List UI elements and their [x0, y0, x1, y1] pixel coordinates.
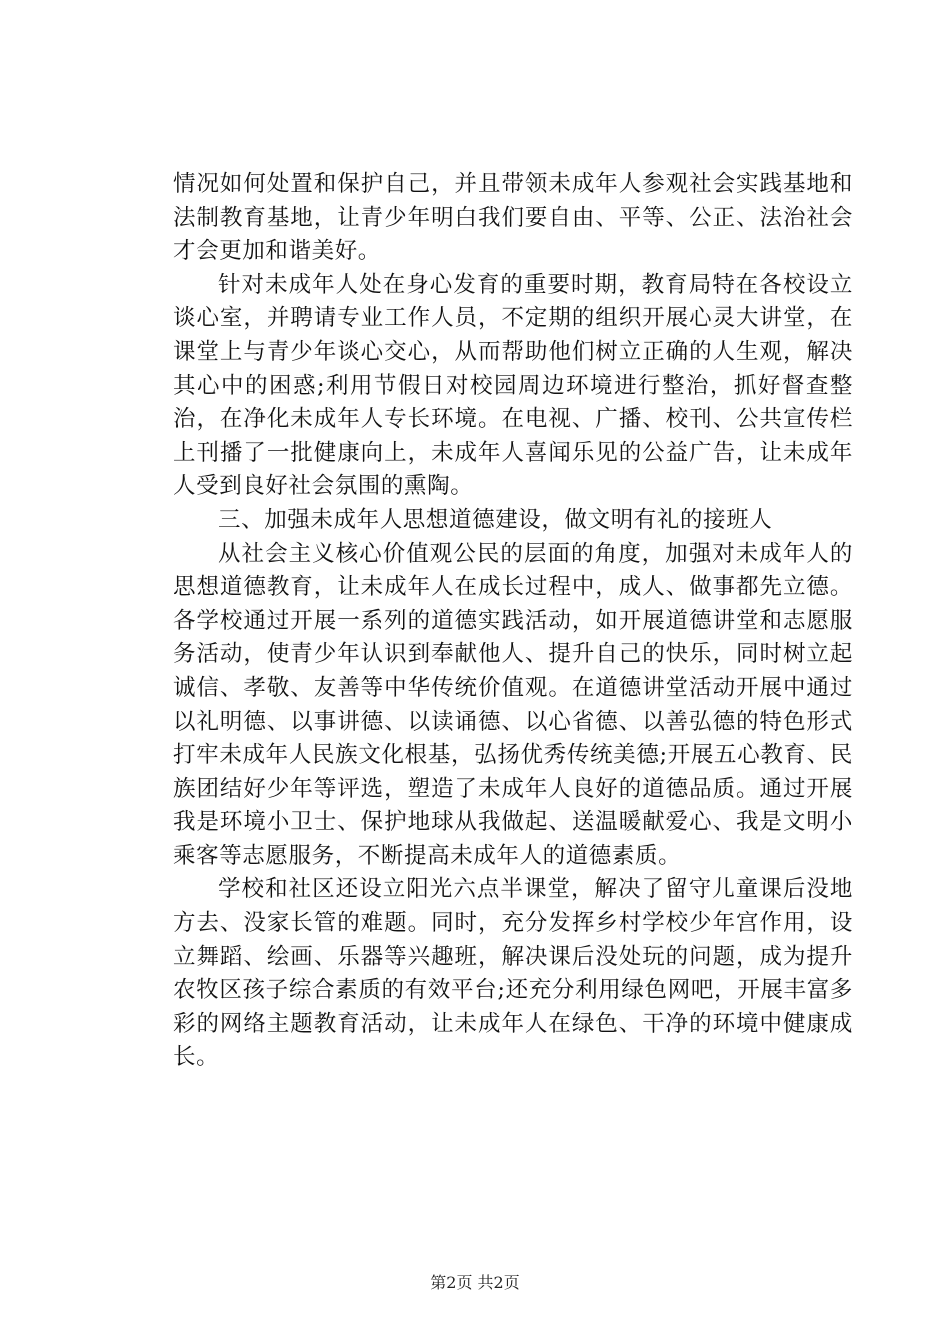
document-body — [173, 168, 853, 1075]
paragraph-2: 针对未成年人处在身心发育的重要时期，教育局特在各校设立谈心室，并聘请专业工作人员，不定期的组织开展心灵大讲堂，在课堂上与青少年谈心交心，从而帮助他们树立正确的人生观，解决其心中的困惑;利用节假日对校园周边环境进行整治，抓好督查整治，在净化未成年人专长环境。在电视、广播、校刊、公共宣传栏上刊播了一批健康向上，未成年人喜闻乐见的公益广告，让未成年人受到良好社会氛围的熏陶。 — [173, 271, 853, 500]
page-footer: 第2页 共2页 — [430, 1273, 520, 1292]
section-heading-3: 三、加强未成年人思想道德建设，做文明有礼的接班人 — [218, 506, 773, 533]
paragraph-4: 从社会主义核心价值观公民的层面的角度，加强对未成年人的思想道德教育，让未成年人在成长过程中，成人、做事都先立德。各学校通过开展一系列的道德实践活动，如开展道德讲堂和志愿服务活动，使青少年认识到奉献他人、提升自己的快乐，同时树立起诚信、孝敬、友善等中华传统价值观。在道德讲堂活动开展中通过以礼明德、以事讲德、以读诵德、以心省德、以善弘德的特色形式打牢未成年人民族文化根基，弘扬优秀传统美德;开展五心教育、民族团结好少年等评选，塑造了未成年人良好的道德品质。通过开展我是环境小卫士、保护地球从我做起、送温暖献爱心、我是文明小乘客等志愿服务，不断提高未成年人的道德素质。 — [173, 540, 853, 869]
paragraph-1: 情况如何处置和保护自己，并且带领未成年人参观社会实践基地和法制教育基地，让青少年明白我们要自由、平等、公正、法治社会才会更加和谐美好。 — [173, 171, 853, 265]
paragraph-5: 学校和社区还设立阳光六点半课堂，解决了留守儿童课后没地方去、没家长管的难题。同时，充分发挥乡村学校少年宫作用，设立舞蹈、绘画、乐器等兴趣班，解决课后没处玩的问题，成为提升农牧区孩子综合素质的有效平台;还充分利用绿色网吧，开展丰富多彩的网络主题教育活动，让未成年人在绿色、干净的环境中健康成长。 — [173, 876, 853, 1071]
